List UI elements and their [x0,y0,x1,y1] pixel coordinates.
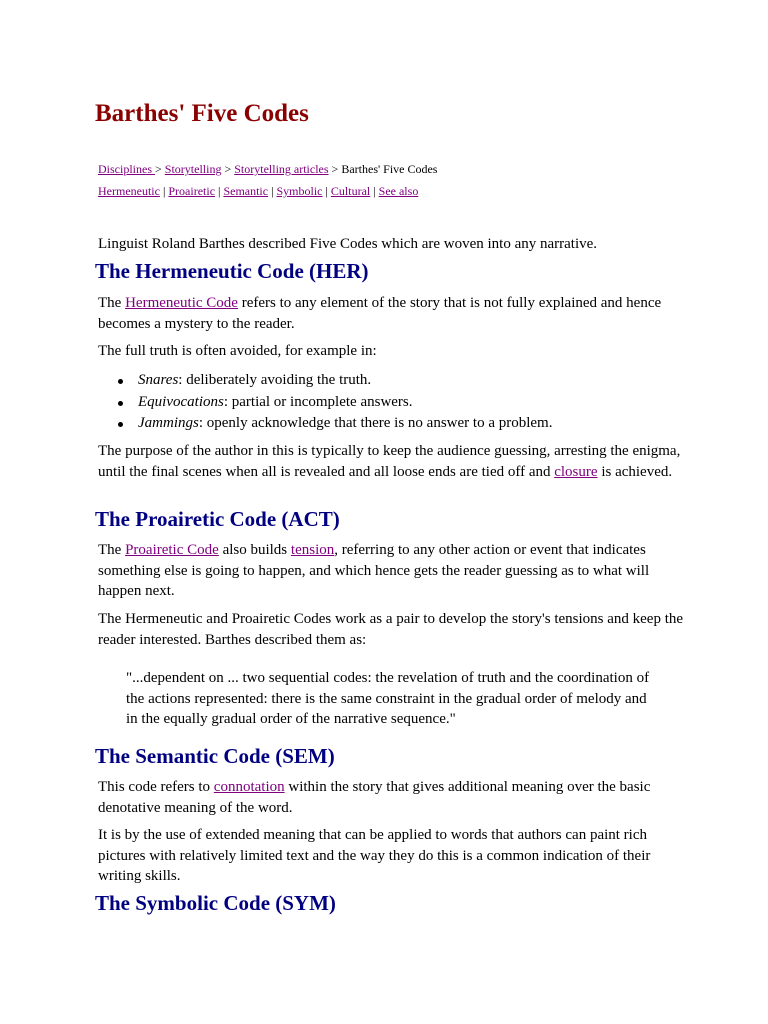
text: The purpose of the author in this is typically to keep the audience guessing, arresting the enigma, until the final scenes when all is revealed and all loose ends are tied off and [98,443,681,480]
jump-separator: | [162,184,166,198]
bullet-text: : deliberately avoiding the truth. [178,372,372,388]
jump-separator: | [271,184,274,198]
text: is achieved. [597,463,673,480]
bullet-term: Snares [138,372,179,388]
bullet-text: : openly acknowledge that there is no answer to a problem. [198,415,553,431]
semantic-paragraph-1 [98,777,688,818]
breadcrumb-separator: > [331,162,339,176]
proairetic-paragraph-1 [98,540,688,602]
bullet-term: Equivocations [138,393,224,410]
text: within the story that gives additional meaning over the basic denotative meaning of the word. [98,779,651,816]
jump-link-hermeneutic[interactable]: Hermeneutic [98,184,160,198]
bullet-text: : partial or incomplete answers. [223,393,413,410]
hermeneutic-paragraph-2: The full truth is often avoided, for example in: [98,343,377,359]
heading-semantic: The Semantic Code (SEM) [95,744,335,768]
jump-link-see-also[interactable]: See also [378,184,419,198]
list-item [98,413,552,435]
jump-link-proairetic[interactable]: Proairetic [168,184,216,198]
jump-separator: | [218,184,221,198]
text: The [98,295,126,311]
heading-proairetic: The Proairetic Code (ACT) [95,507,340,531]
text: refers to any element of the story that is not fully explained and hence becomes a mystery to the reader. [98,295,662,332]
jump-link-semantic[interactable]: Semantic [223,184,269,198]
breadcrumb [98,162,437,177]
heading-hermeneutic: The Hermeneutic Code (HER) [95,259,369,283]
barthes-quote: "...dependent on ... two sequential codes: the revelation of truth and the coordination of the actions represented: there is the same constraint in the gradual order of melody and in the equally gradual order of the narrative sequence." [126,670,650,727]
hermeneutic-paragraph-1 [98,293,688,334]
list-item [98,392,552,414]
connotation-link[interactable]: connotation [213,779,285,795]
tension-link[interactable]: tension [290,542,335,558]
jump-link-symbolic[interactable]: Symbolic [276,184,323,198]
jump-separator: | [325,184,328,198]
hermeneutic-paragraph-3 [98,441,688,482]
list-item [98,370,552,392]
proairetic-paragraph-2: The Hermeneutic and Proairetic Codes work as a pair to develop the story's tensions and keep the reader interested. Barthes described them as: [98,611,684,648]
section-jump-links [98,184,418,199]
heading-symbolic: The Symbolic Code (SYM) [95,891,336,915]
breadcrumb-current: Barthes' Five Codes [341,162,438,176]
breadcrumb-link-disciplines[interactable]: Disciplines [98,162,155,176]
intro-paragraph: Linguist Roland Barthes described Five Codes which are woven into any narrative. [98,236,598,252]
text: also builds [218,542,291,558]
bullet-term: Jammings [138,415,199,431]
text: This code refers to [98,779,214,795]
jump-separator: | [373,184,376,198]
proairetic-code-link[interactable]: Proairetic Code [125,542,219,558]
jump-link-cultural[interactable]: Cultural [330,184,371,198]
breadcrumb-separator: > [155,162,162,176]
page-title: Barthes' Five Codes [95,100,309,127]
breadcrumb-link-storytelling-articles[interactable]: Storytelling articles [234,162,329,176]
hermeneutic-code-link[interactable]: Hermeneutic Code [125,295,238,311]
breadcrumb-link-storytelling[interactable]: Storytelling [164,162,222,176]
hermeneutic-bullet-list [98,370,552,435]
text: , referring to any other action or event that indicates something else is going to happen, and which hence gets the reader guessing as to what will happen next. [98,542,650,599]
semantic-paragraph-2: It is by the use of extended meaning that can be applied to words that authors can paint rich pictures with relatively limited text and the way they do this is a common indication of their writing skills. [98,827,651,884]
text: The [98,542,126,558]
closure-link[interactable]: closure [554,463,598,480]
breadcrumb-separator: > [224,162,232,176]
